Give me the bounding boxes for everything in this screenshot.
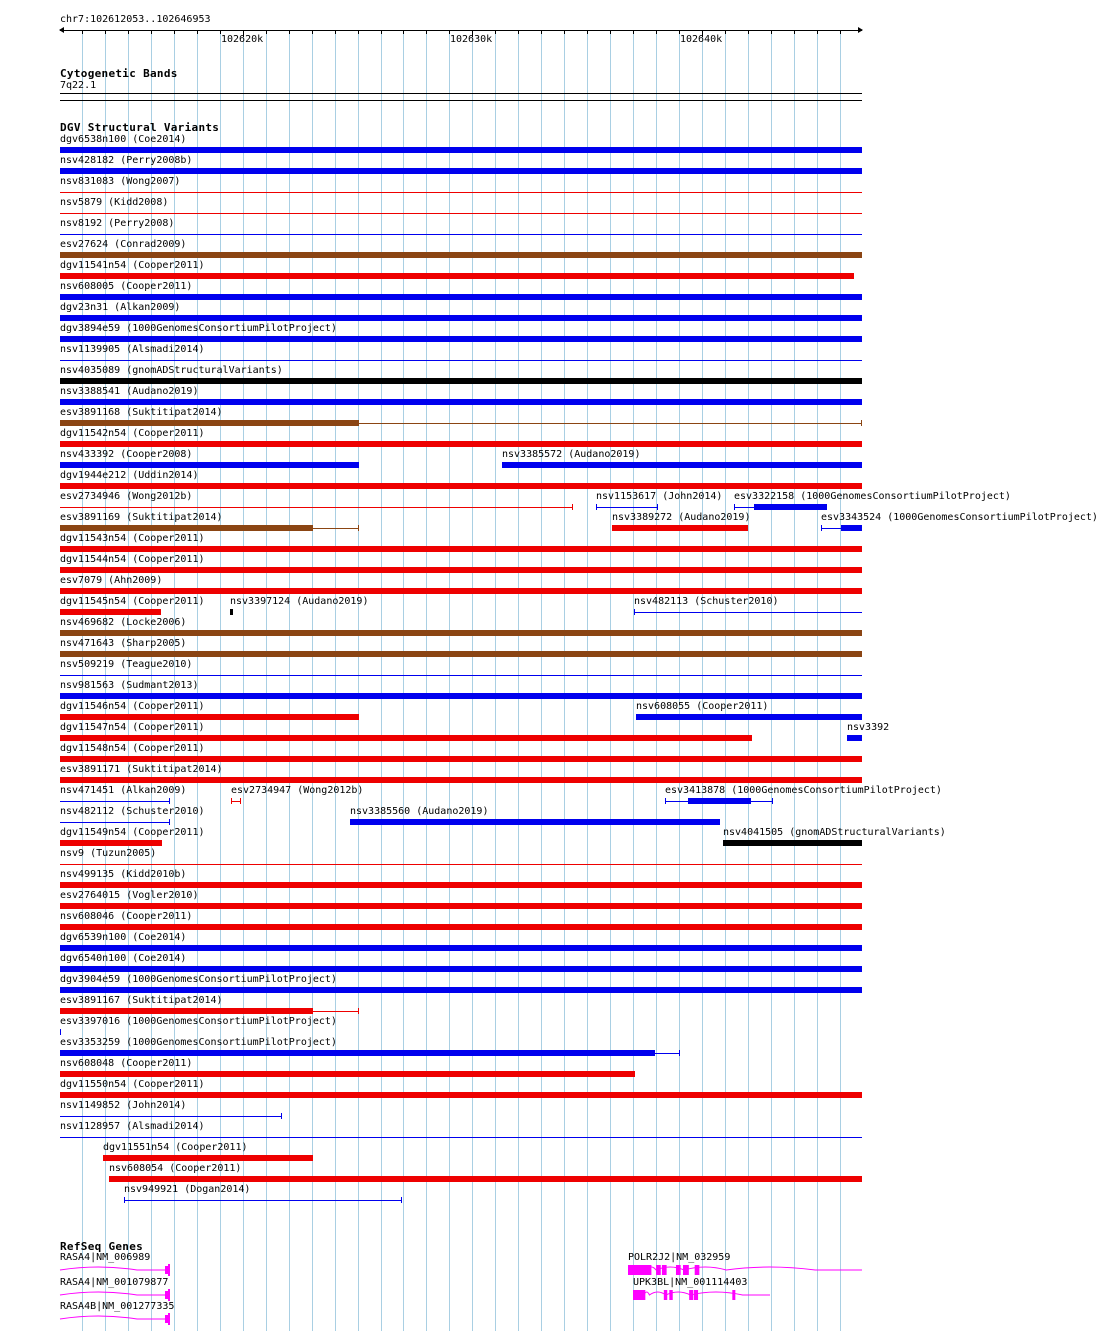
variant-end-cap xyxy=(861,420,862,426)
variant-line[interactable] xyxy=(60,192,862,193)
grid-line xyxy=(289,30,290,1331)
grid-line xyxy=(381,30,382,1331)
variant-label[interactable]: nsv3392 xyxy=(847,722,890,733)
variant-label[interactable]: nsv608005 (Cooper2011) xyxy=(60,281,193,292)
ruler-minor-tick xyxy=(128,31,129,34)
variant-bar[interactable] xyxy=(636,714,862,720)
variant-label[interactable]: dgv11544n54 (Cooper2011) xyxy=(60,554,205,565)
variant-bar[interactable] xyxy=(60,462,359,468)
variant-bar[interactable] xyxy=(60,840,162,846)
variant-label[interactable]: dgv6540n100 (Coe2014) xyxy=(60,953,187,964)
gene-model[interactable] xyxy=(60,1264,170,1276)
ruler-minor-tick xyxy=(151,31,152,34)
gene-model[interactable] xyxy=(60,1289,170,1301)
variant-line[interactable] xyxy=(60,213,862,214)
ruler-minor-tick xyxy=(541,31,542,34)
variant-end-cap xyxy=(734,504,735,510)
gene-exon xyxy=(165,1315,168,1323)
variant-line[interactable] xyxy=(596,507,658,508)
gene-exon xyxy=(628,1265,651,1275)
variant-label[interactable]: dgv11546n54 (Cooper2011) xyxy=(60,701,205,712)
variant-bar[interactable] xyxy=(60,714,359,720)
variant-bar[interactable] xyxy=(60,147,862,153)
grid-line xyxy=(610,30,611,1331)
gene-exon xyxy=(676,1265,681,1275)
grid-line xyxy=(748,30,749,1331)
variant-bar[interactable] xyxy=(103,1155,313,1161)
variant-bar[interactable] xyxy=(60,567,862,573)
variant-bar[interactable] xyxy=(60,336,862,342)
variant-label[interactable]: nsv482112 (Schuster2010) xyxy=(60,806,205,817)
variant-bar[interactable] xyxy=(60,378,862,384)
grid-line xyxy=(335,30,336,1331)
variant-bar[interactable] xyxy=(350,819,720,825)
grid-line xyxy=(725,30,726,1331)
variant-label[interactable]: nsv499135 (Kidd2010b) xyxy=(60,869,187,880)
variant-label[interactable]: esv3322158 (1000GenomesConsortiumPilotProject) xyxy=(734,491,1011,502)
variant-bar[interactable] xyxy=(841,525,862,531)
variant-bar[interactable] xyxy=(502,462,862,468)
gene-model[interactable] xyxy=(60,1313,170,1325)
ruler-minor-tick xyxy=(840,31,841,34)
variant-label[interactable]: dgv1944e212 (Uddin2014) xyxy=(60,470,199,481)
variant-line[interactable] xyxy=(60,822,170,823)
variant-bar[interactable] xyxy=(612,525,748,531)
ruler-tick-label: 102620k xyxy=(221,34,264,45)
variant-label[interactable]: esv3353259 (1000GenomesConsortiumPilotProject) xyxy=(60,1037,337,1048)
variant-label[interactable]: nsv981563 (Sudmant2013) xyxy=(60,680,199,691)
variant-bar[interactable] xyxy=(60,924,862,930)
gene-label[interactable]: UPK3BL|NM_001114403 xyxy=(633,1277,748,1288)
variant-label[interactable]: nsv8192 (Perry2008) xyxy=(60,218,175,229)
grid-line xyxy=(541,30,542,1331)
grid-line xyxy=(495,30,496,1331)
variant-bar[interactable] xyxy=(60,693,862,699)
cytoband-line-bottom xyxy=(60,100,862,101)
variant-label[interactable]: nsv433392 (Cooper2008) xyxy=(60,449,193,460)
variant-bar[interactable] xyxy=(60,420,359,426)
ruler-minor-tick xyxy=(197,31,198,34)
variant-label[interactable]: nsv482113 (Schuster2010) xyxy=(634,596,779,607)
variant-line[interactable] xyxy=(60,1116,282,1117)
gene-exon xyxy=(694,1290,698,1300)
variant-line[interactable] xyxy=(313,528,359,529)
gene-label[interactable]: RASA4|NM_001079877 xyxy=(60,1277,169,1288)
variant-bar[interactable] xyxy=(60,525,313,531)
variant-bar[interactable] xyxy=(60,273,854,279)
ruler-minor-tick xyxy=(518,31,519,34)
variant-end-cap xyxy=(240,798,241,804)
gene-exon xyxy=(732,1290,735,1300)
variant-bar[interactable] xyxy=(60,609,161,615)
variant-label[interactable]: dgv11551n54 (Cooper2011) xyxy=(103,1142,248,1153)
variant-label[interactable]: esv2734947 (Wong2012b) xyxy=(231,785,364,796)
variant-label[interactable]: nsv4041505 (gnomADStructuralVariants) xyxy=(723,827,946,838)
variant-label[interactable]: esv3397016 (1000GenomesConsortiumPilotProject) xyxy=(60,1016,337,1027)
variant-end-cap xyxy=(169,819,170,825)
grid-line xyxy=(243,30,244,1331)
variant-bar[interactable] xyxy=(60,294,862,300)
variant-end-cap xyxy=(572,504,573,510)
grid-line xyxy=(817,30,818,1331)
grid-line xyxy=(679,30,680,1331)
track-title-cytoband[interactable]: Cytogenetic Bands xyxy=(60,67,178,80)
variant-label[interactable]: nsv4035089 (gnomADStructuralVariants) xyxy=(60,365,283,376)
variant-bar[interactable] xyxy=(688,798,751,804)
variant-bar[interactable] xyxy=(60,1050,655,1056)
gene-exon xyxy=(656,1265,661,1275)
gene-label[interactable]: POLR2J2|NM_032959 xyxy=(628,1252,731,1263)
variant-end-cap xyxy=(665,798,666,804)
ruler-minor-tick xyxy=(817,31,818,34)
variant-bar[interactable] xyxy=(60,1071,635,1077)
variant-end-cap xyxy=(596,504,597,510)
variant-bar[interactable] xyxy=(230,609,233,615)
variant-bar[interactable] xyxy=(60,1092,862,1098)
variant-bar[interactable] xyxy=(60,756,862,762)
ruler-minor-tick xyxy=(794,31,795,34)
grid-line xyxy=(358,30,359,1331)
variant-bar[interactable] xyxy=(60,588,862,594)
grid-line xyxy=(472,30,473,1331)
gene-intron-line xyxy=(60,1316,166,1319)
variant-end-cap xyxy=(169,798,170,804)
grid-line xyxy=(426,30,427,1331)
variant-end-cap xyxy=(60,1029,61,1035)
variant-label[interactable]: nsv1153617 (John2014) xyxy=(596,491,723,502)
variant-label[interactable]: nsv3397124 (Audano2019) xyxy=(230,596,369,607)
ruler-minor-tick xyxy=(426,31,427,34)
variant-label[interactable]: nsv471643 (Sharp2005) xyxy=(60,638,187,649)
variant-label[interactable]: nsv3385572 (Audano2019) xyxy=(502,449,641,460)
ruler-minor-tick xyxy=(358,31,359,34)
cytoband-label[interactable]: 7q22.1 xyxy=(60,80,97,91)
gene-label[interactable]: RASA4|NM_006989 xyxy=(60,1252,151,1263)
variant-label[interactable]: esv3413878 (1000GenomesConsortiumPilotProject) xyxy=(665,785,942,796)
variant-label[interactable]: nsv471451 (Alkan2009) xyxy=(60,785,187,796)
grid-line xyxy=(840,30,841,1331)
variant-label[interactable]: nsv608055 (Cooper2011) xyxy=(636,701,769,712)
variant-label[interactable]: esv2734946 (Wong2012b) xyxy=(60,491,193,502)
variant-label[interactable]: esv3343524 (1000GenomesConsortiumPilotProject) xyxy=(821,512,1098,523)
variant-end-cap xyxy=(401,1197,402,1203)
variant-label[interactable]: dgv11547n54 (Cooper2011) xyxy=(60,722,205,733)
variant-bar[interactable] xyxy=(109,1176,862,1182)
variant-bar[interactable] xyxy=(60,945,862,951)
variant-label[interactable]: dgv11545n54 (Cooper2011) xyxy=(60,596,205,607)
ruler-minor-tick xyxy=(174,31,175,34)
gene-intron-line xyxy=(633,1292,770,1295)
variant-label[interactable]: nsv509219 (Teague2010) xyxy=(60,659,193,670)
grid-line xyxy=(564,30,565,1331)
grid-line xyxy=(449,30,450,1331)
ruler-minor-tick xyxy=(82,31,83,34)
grid-line xyxy=(633,30,634,1331)
gene-model[interactable] xyxy=(628,1264,862,1276)
variant-line[interactable] xyxy=(60,675,862,676)
variant-label[interactable]: nsv608054 (Cooper2011) xyxy=(109,1163,242,1174)
gene-exon xyxy=(165,1291,168,1299)
gene-exon xyxy=(165,1266,168,1274)
scroll-left-arrow-icon[interactable] xyxy=(59,27,64,33)
variant-line[interactable] xyxy=(313,1011,359,1012)
track-title-dgv[interactable]: DGV Structural Variants xyxy=(60,121,220,134)
variant-label[interactable]: nsv3385560 (Audano2019) xyxy=(350,806,489,817)
grid-line xyxy=(702,30,703,1331)
variant-line[interactable] xyxy=(124,1200,402,1201)
variant-bar[interactable] xyxy=(60,735,752,741)
variant-label[interactable]: nsv1149852 (John2014) xyxy=(60,1100,187,1111)
variant-bar[interactable] xyxy=(60,882,862,888)
grid-line xyxy=(312,30,313,1331)
variant-line[interactable] xyxy=(634,612,862,613)
variant-end-cap xyxy=(231,798,232,804)
variant-end-cap xyxy=(124,1197,125,1203)
grid-line xyxy=(587,30,588,1331)
variant-label[interactable]: dgv11542n54 (Cooper2011) xyxy=(60,428,205,439)
variant-label[interactable]: nsv3388541 (Audano2019) xyxy=(60,386,199,397)
variant-end-cap xyxy=(772,798,773,804)
ruler-minor-tick xyxy=(633,31,634,34)
ruler-tick-label: 102630k xyxy=(450,34,493,45)
variant-bar[interactable] xyxy=(60,966,862,972)
variant-label[interactable]: dgv23n31 (Alkan2009) xyxy=(60,302,181,313)
variant-bar[interactable] xyxy=(60,546,862,552)
grid-line xyxy=(518,30,519,1331)
variant-end-cap xyxy=(634,609,635,615)
cytoband-line-top xyxy=(60,93,862,94)
variant-bar[interactable] xyxy=(60,903,862,909)
variant-bar[interactable] xyxy=(60,399,862,405)
ruler-minor-tick xyxy=(266,31,267,34)
variant-bar[interactable] xyxy=(60,630,862,636)
variant-line[interactable] xyxy=(60,1137,862,1138)
scroll-right-arrow-icon[interactable] xyxy=(858,27,863,33)
variant-label[interactable]: dgv11543n54 (Cooper2011) xyxy=(60,533,205,544)
gene-exon-end xyxy=(168,1264,170,1276)
variant-bar[interactable] xyxy=(60,441,862,447)
variant-line[interactable] xyxy=(359,423,862,424)
variant-label[interactable]: esv7079 (Ahn2009) xyxy=(60,575,163,586)
variant-end-cap xyxy=(358,1008,359,1014)
variant-end-cap xyxy=(281,1113,282,1119)
gene-exon xyxy=(669,1290,672,1300)
variant-label[interactable]: esv3891167 (Suktitipat2014) xyxy=(60,995,223,1006)
variant-label[interactable]: dgv6538n100 (Coe2014) xyxy=(60,134,187,145)
variant-label[interactable]: dgv3894e59 (1000GenomesConsortiumPilotProject) xyxy=(60,323,337,334)
ruler-minor-tick xyxy=(403,31,404,34)
variant-label[interactable]: nsv5879 (Kidd2008) xyxy=(60,197,169,208)
variant-label[interactable]: nsv469682 (Locke2006) xyxy=(60,617,187,628)
gene-label[interactable]: RASA4B|NM_001277335 xyxy=(60,1301,175,1312)
variant-label[interactable]: dgv6539n100 (Coe2014) xyxy=(60,932,187,943)
grid-line xyxy=(403,30,404,1331)
variant-end-cap xyxy=(358,525,359,531)
variant-bar[interactable] xyxy=(60,777,862,783)
ruler-axis[interactable] xyxy=(60,30,862,31)
gene-exon xyxy=(695,1265,700,1275)
ruler-minor-tick xyxy=(748,31,749,34)
gene-exon xyxy=(662,1265,667,1275)
variant-line[interactable] xyxy=(655,1053,679,1054)
variant-label[interactable]: nsv608048 (Cooper2011) xyxy=(60,1058,193,1069)
variant-label[interactable]: nsv831083 (Wong2007) xyxy=(60,176,181,187)
ruler-minor-tick xyxy=(312,31,313,34)
gene-intron-line xyxy=(60,1292,166,1295)
ruler-minor-tick xyxy=(656,31,657,34)
variant-label[interactable]: dgv3904e59 (1000GenomesConsortiumPilotProject) xyxy=(60,974,337,985)
variant-bar[interactable] xyxy=(60,1008,313,1014)
variant-end-cap xyxy=(679,1050,680,1056)
gene-exon xyxy=(664,1290,667,1300)
variant-label[interactable]: esv27624 (Conrad2009) xyxy=(60,239,187,250)
variant-end-cap xyxy=(657,504,658,510)
variant-label[interactable]: nsv1128957 (Alsmadi2014) xyxy=(60,1121,205,1132)
ruler-minor-tick xyxy=(725,31,726,34)
grid-line xyxy=(771,30,772,1331)
variant-end-cap xyxy=(821,525,822,531)
variant-bar[interactable] xyxy=(60,168,862,174)
variant-label[interactable]: nsv949921 (Dogan2014) xyxy=(124,1184,251,1195)
variant-label[interactable]: esv3891169 (Suktitipat2014) xyxy=(60,512,223,523)
ruler-minor-tick xyxy=(587,31,588,34)
variant-bar[interactable] xyxy=(60,483,862,489)
ruler-minor-tick xyxy=(105,31,106,34)
ruler-minor-tick xyxy=(564,31,565,34)
track-title-refseq[interactable]: RefSeq Genes xyxy=(60,1240,144,1253)
ruler-minor-tick xyxy=(771,31,772,34)
variant-line[interactable] xyxy=(60,234,862,235)
ruler-minor-tick xyxy=(495,31,496,34)
ruler-minor-tick xyxy=(289,31,290,34)
grid-line xyxy=(266,30,267,1331)
variant-line[interactable] xyxy=(60,864,862,865)
variant-bar[interactable] xyxy=(754,504,827,510)
variant-label[interactable]: nsv3389272 (Audano2019) xyxy=(612,512,751,523)
variant-bar[interactable] xyxy=(847,735,862,741)
variant-label[interactable]: esv3891171 (Suktitipat2014) xyxy=(60,764,223,775)
variant-label[interactable]: dgv11549n54 (Cooper2011) xyxy=(60,827,205,838)
gene-model[interactable] xyxy=(633,1289,770,1301)
variant-label[interactable]: dgv11550n54 (Cooper2011) xyxy=(60,1079,205,1090)
variant-label[interactable]: esv3891168 (Suktitipat2014) xyxy=(60,407,223,418)
variant-line[interactable] xyxy=(60,360,862,361)
gene-exon xyxy=(689,1290,693,1300)
variant-label[interactable]: esv2764015 (Vogler2010) xyxy=(60,890,199,901)
variant-bar[interactable] xyxy=(60,252,862,258)
gene-exon xyxy=(683,1265,689,1275)
gene-exon-end xyxy=(168,1289,170,1301)
variant-line[interactable] xyxy=(60,801,170,802)
variant-label[interactable]: nsv608046 (Cooper2011) xyxy=(60,911,193,922)
variant-label[interactable]: nsv1139905 (Alsmadi2014) xyxy=(60,344,205,355)
ruler-minor-tick xyxy=(381,31,382,34)
gene-exon-end xyxy=(168,1313,170,1325)
grid-line xyxy=(656,30,657,1331)
variant-label[interactable]: nsv9 (Tuzun2005) xyxy=(60,848,157,859)
variant-bar[interactable] xyxy=(60,987,862,993)
gene-exon xyxy=(633,1290,645,1300)
gene-intron-line xyxy=(60,1267,166,1270)
variant-bar[interactable] xyxy=(60,651,862,657)
ruler-minor-tick xyxy=(610,31,611,34)
variant-label[interactable]: dgv11548n54 (Cooper2011) xyxy=(60,743,205,754)
ruler-minor-tick xyxy=(335,31,336,34)
variant-label[interactable]: nsv428182 (Perry2008b) xyxy=(60,155,193,166)
variant-bar[interactable] xyxy=(723,840,862,846)
variant-line[interactable] xyxy=(60,507,573,508)
ruler-tick-label: 102640k xyxy=(680,34,723,45)
variant-label[interactable]: dgv11541n54 (Cooper2011) xyxy=(60,260,205,271)
location-label: chr7:102612053..102646953 xyxy=(60,14,211,25)
variant-bar[interactable] xyxy=(60,315,862,321)
grid-line xyxy=(220,30,221,1331)
grid-line xyxy=(794,30,795,1331)
